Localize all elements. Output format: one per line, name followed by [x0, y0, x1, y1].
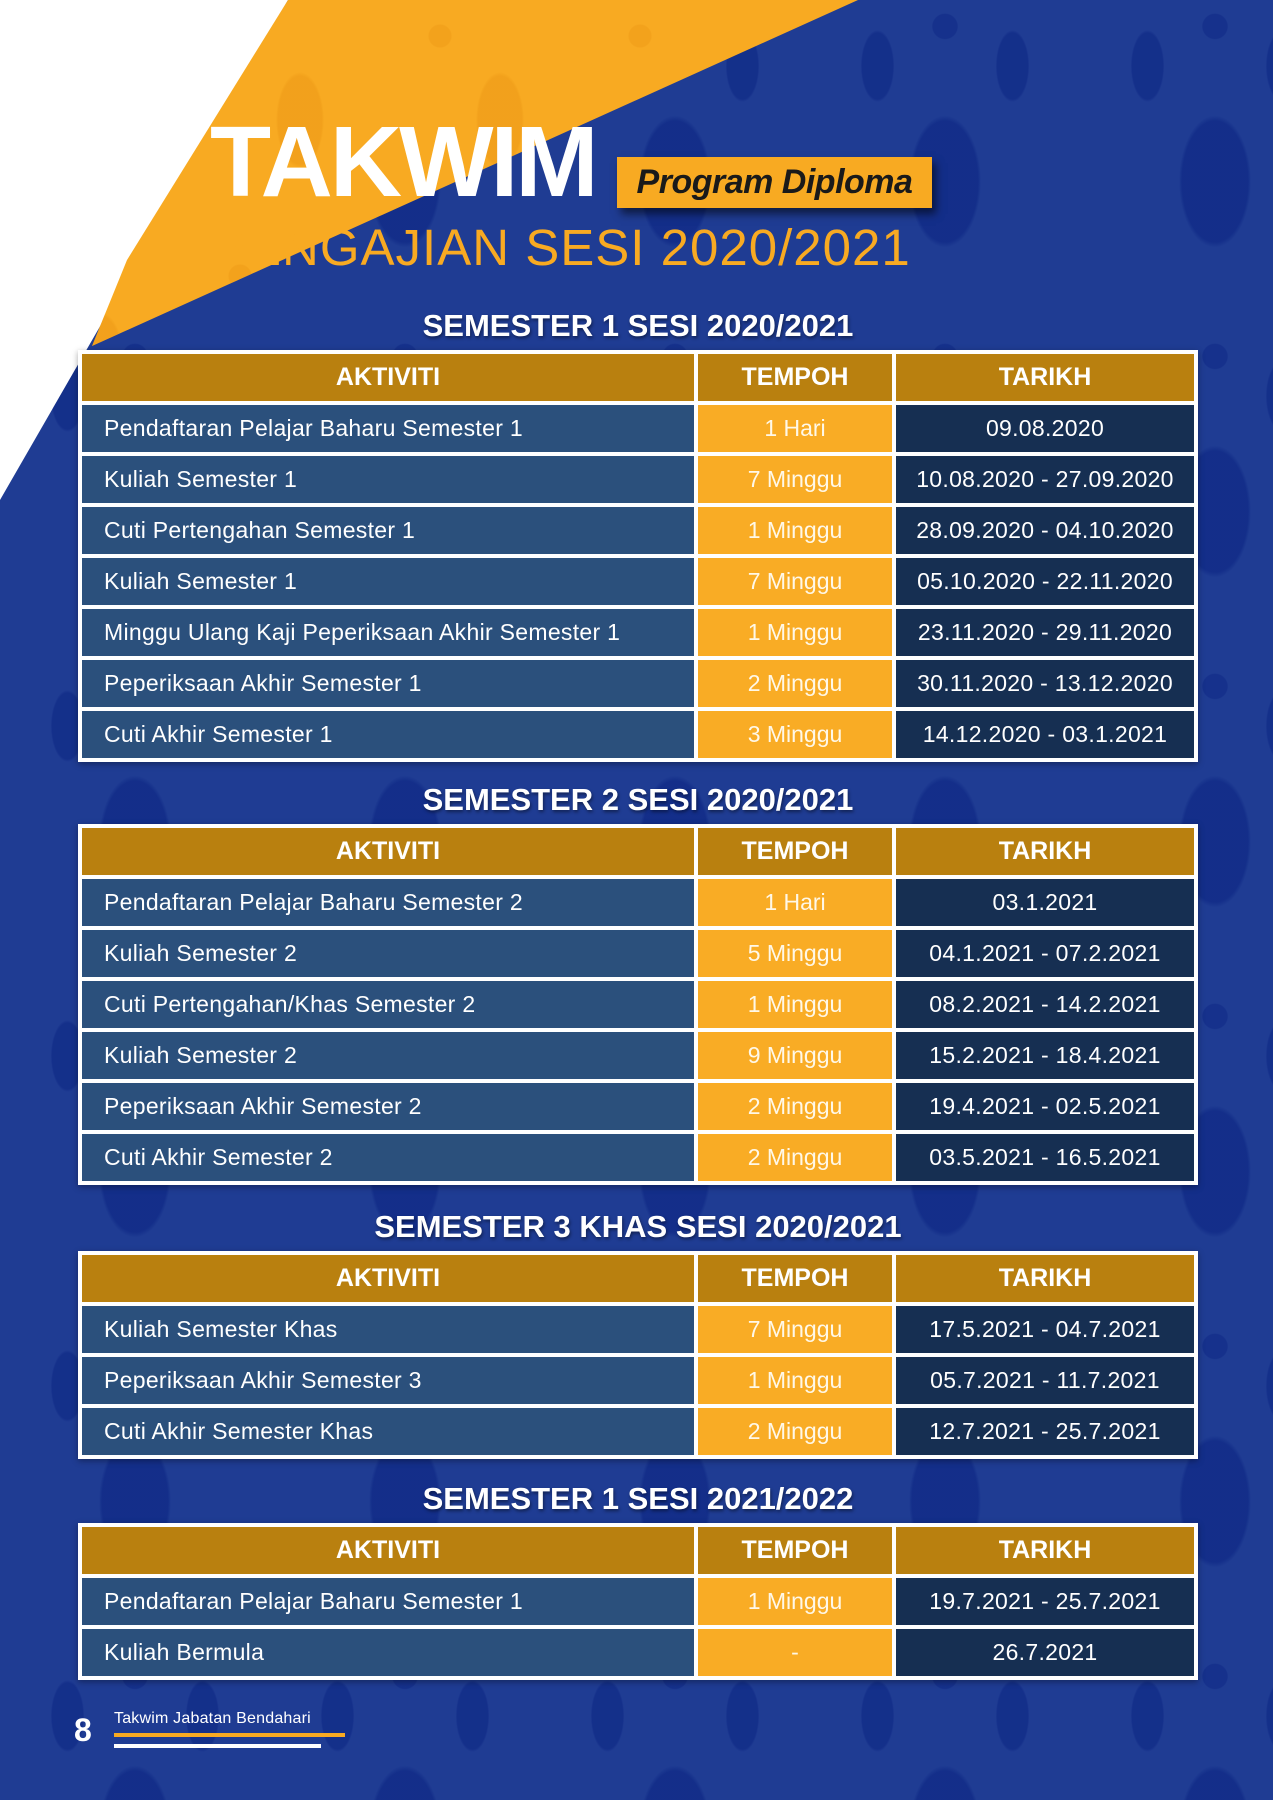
- date-cell: 17.5.2021 - 04.7.2021: [896, 1306, 1194, 1353]
- column-header-activity: AKTIVITI: [82, 1527, 694, 1574]
- footer-divider-orange: [114, 1733, 345, 1737]
- table-row: [82, 456, 1194, 503]
- duration-cell: 1 Hari: [698, 405, 892, 452]
- duration-cell: 1 Hari: [698, 879, 892, 926]
- table-row: [82, 1083, 1194, 1130]
- table-row: [82, 711, 1194, 758]
- column-header-date: TARIKH: [896, 828, 1194, 875]
- table-row: [82, 879, 1194, 926]
- date-cell: 12.7.2021 - 25.7.2021: [896, 1408, 1194, 1455]
- table-row: [82, 1578, 1194, 1625]
- page-subtitle: PENGAJIAN SESI 2020/2021: [212, 219, 911, 276]
- duration-cell: 2 Minggu: [698, 1134, 892, 1181]
- activity-cell: Pendaftaran Pelajar Baharu Semester 1: [82, 1578, 694, 1625]
- activity-cell: Kuliah Semester 1: [82, 456, 694, 503]
- date-cell: 19.7.2021 - 25.7.2021: [896, 1578, 1194, 1625]
- column-header-date: TARIKH: [896, 1527, 1194, 1574]
- activity-cell: Peperiksaan Akhir Semester 1: [82, 660, 694, 707]
- activity-cell: Cuti Pertengahan Semester 1: [82, 507, 694, 554]
- section-title: SEMESTER 3 KHAS SESI 2020/2021: [374, 1209, 902, 1244]
- schedule-table: [78, 350, 1198, 762]
- duration-cell: 7 Minggu: [698, 558, 892, 605]
- date-cell: 28.09.2020 - 04.10.2020: [896, 507, 1194, 554]
- table-row: [82, 660, 1194, 707]
- date-cell: 03.5.2021 - 16.5.2021: [896, 1134, 1194, 1181]
- table-row: [82, 405, 1194, 452]
- table-row: [82, 507, 1194, 554]
- date-cell: 23.11.2020 - 29.11.2020: [896, 609, 1194, 656]
- date-cell: 04.1.2021 - 07.2.2021: [896, 930, 1194, 977]
- table-row: [82, 1032, 1194, 1079]
- table-row: [82, 930, 1194, 977]
- activity-cell: Minggu Ulang Kaji Peperiksaan Akhir Semester 1: [82, 609, 694, 656]
- column-header-duration: TEMPOH: [698, 828, 892, 875]
- activity-cell: Cuti Akhir Semester 1: [82, 711, 694, 758]
- activity-cell: Kuliah Semester 2: [82, 930, 694, 977]
- activity-cell: Pendaftaran Pelajar Baharu Semester 1: [82, 405, 694, 452]
- column-header-date: TARIKH: [896, 1255, 1194, 1302]
- column-header-duration: TEMPOH: [698, 1527, 892, 1574]
- program-badge: [617, 157, 932, 208]
- duration-cell: 1 Minggu: [698, 609, 892, 656]
- table-row: [82, 1134, 1194, 1181]
- table-row: [82, 558, 1194, 605]
- activity-cell: Cuti Pertengahan/Khas Semester 2: [82, 981, 694, 1028]
- column-header-date: TARIKH: [896, 354, 1194, 401]
- activity-cell: Kuliah Semester 1: [82, 558, 694, 605]
- activity-cell: Pendaftaran Pelajar Baharu Semester 2: [82, 879, 694, 926]
- section-title: SEMESTER 1 SESI 2020/2021: [422, 308, 854, 343]
- section-title: SEMESTER 1 SESI 2021/2022: [422, 1481, 854, 1516]
- date-cell: 19.4.2021 - 02.5.2021: [896, 1083, 1194, 1130]
- date-cell: 26.7.2021: [896, 1629, 1194, 1676]
- table-row: [82, 1408, 1194, 1455]
- activity-cell: Kuliah Semester 2: [82, 1032, 694, 1079]
- date-cell: 14.12.2020 - 03.1.2021: [896, 711, 1194, 758]
- footer-divider-white: [114, 1744, 321, 1748]
- activity-cell: Cuti Akhir Semester Khas: [82, 1408, 694, 1455]
- page-number: 8: [74, 1712, 92, 1748]
- activity-cell: Kuliah Semester Khas: [82, 1306, 694, 1353]
- table-row: [82, 1357, 1194, 1404]
- date-cell: 03.1.2021: [896, 879, 1194, 926]
- table-header-row: [82, 828, 1194, 875]
- duration-cell: 7 Minggu: [698, 456, 892, 503]
- page-title: TAKWIM: [210, 106, 596, 218]
- duration-cell: 5 Minggu: [698, 930, 892, 977]
- duration-cell: 9 Minggu: [698, 1032, 892, 1079]
- duration-cell: 3 Minggu: [698, 711, 892, 758]
- duration-cell: 1 Minggu: [698, 1578, 892, 1625]
- footer-text: Takwim Jabatan Bendahari: [114, 1710, 311, 1727]
- schedule-table: [78, 824, 1198, 1185]
- duration-cell: 2 Minggu: [698, 1408, 892, 1455]
- section-title: SEMESTER 2 SESI 2020/2021: [422, 782, 854, 817]
- activity-cell: Kuliah Bermula: [82, 1629, 694, 1676]
- schedule-table: [78, 1251, 1198, 1459]
- date-cell: 15.2.2021 - 18.4.2021: [896, 1032, 1194, 1079]
- table-header-row: [82, 1255, 1194, 1302]
- column-header-activity: AKTIVITI: [82, 1255, 694, 1302]
- table-row: [82, 609, 1194, 656]
- duration-cell: 7 Minggu: [698, 1306, 892, 1353]
- table-header-row: [82, 1527, 1194, 1574]
- duration-cell: 1 Minggu: [698, 1357, 892, 1404]
- duration-cell: 2 Minggu: [698, 1083, 892, 1130]
- column-header-activity: AKTIVITI: [82, 354, 694, 401]
- table-row: [82, 981, 1194, 1028]
- activity-cell: Cuti Akhir Semester 2: [82, 1134, 694, 1181]
- column-header-duration: TEMPOH: [698, 1255, 892, 1302]
- date-cell: 05.7.2021 - 11.7.2021: [896, 1357, 1194, 1404]
- duration-cell: 1 Minggu: [698, 507, 892, 554]
- program-badge-label: Program Diploma: [636, 163, 913, 201]
- activity-cell: Peperiksaan Akhir Semester 2: [82, 1083, 694, 1130]
- date-cell: 30.11.2020 - 13.12.2020: [896, 660, 1194, 707]
- duration-cell: 2 Minggu: [698, 660, 892, 707]
- date-cell: 05.10.2020 - 22.11.2020: [896, 558, 1194, 605]
- duration-cell: -: [698, 1629, 892, 1676]
- duration-cell: 1 Minggu: [698, 981, 892, 1028]
- column-header-duration: TEMPOH: [698, 354, 892, 401]
- date-cell: 08.2.2021 - 14.2.2021: [896, 981, 1194, 1028]
- date-cell: 10.08.2020 - 27.09.2020: [896, 456, 1194, 503]
- activity-cell: Peperiksaan Akhir Semester 3: [82, 1357, 694, 1404]
- schedule-table: [78, 1523, 1198, 1680]
- column-header-activity: AKTIVITI: [82, 828, 694, 875]
- table-row: [82, 1629, 1194, 1676]
- table-row: [82, 1306, 1194, 1353]
- date-cell: 09.08.2020: [896, 405, 1194, 452]
- table-header-row: [82, 354, 1194, 401]
